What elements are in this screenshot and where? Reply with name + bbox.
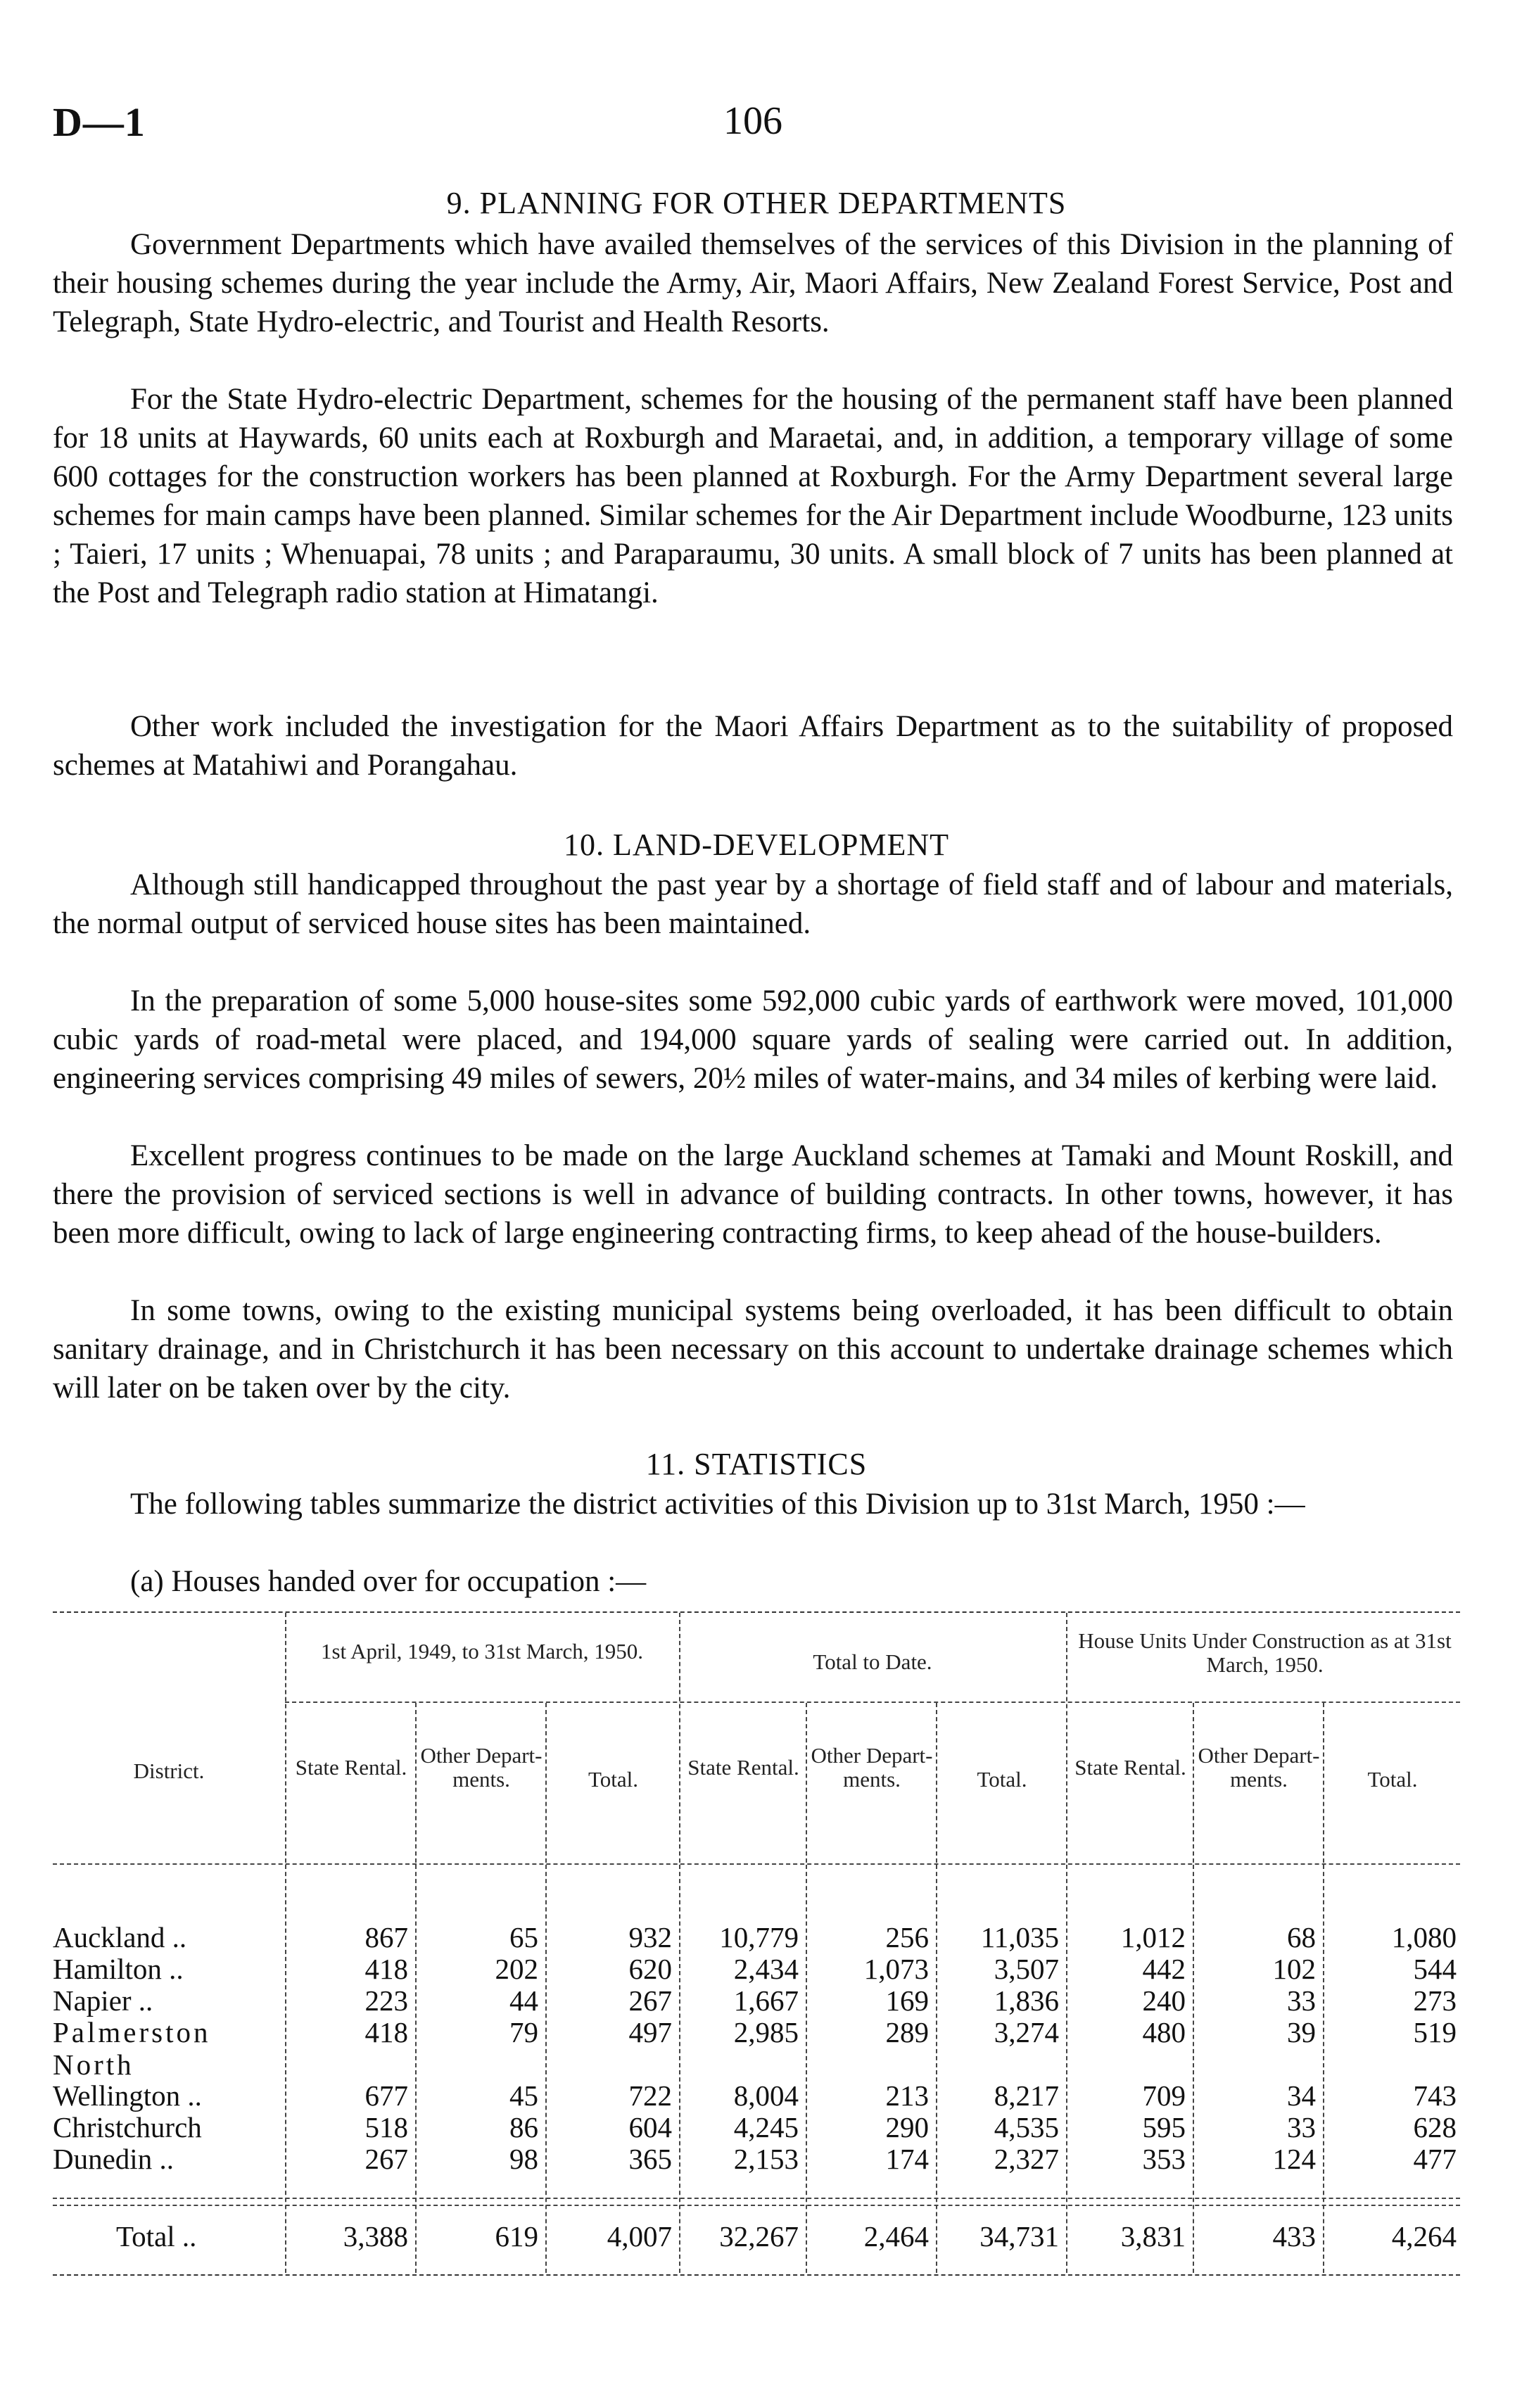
page-header: [53, 99, 1460, 155]
table-cell: 79: [509, 2016, 538, 2048]
table-cell: 289: [885, 2016, 929, 2048]
paragraph: In the preparation of some 5,000 house-sites some 592,000 cubic yards of earthwork were moved, 101,000 cubic yards of road-metal were placed, and 194,000 square yards of sealing were carried out. In addition, engineering services comprising 49 miles of sewers, 20½ miles of water-mains, and 34 miles of kerbing were laid.: [53, 984, 1453, 1095]
table-cell: 3,388: [343, 2220, 408, 2252]
table-cell: 518: [364, 2111, 408, 2143]
district-name: Palmerston North: [53, 2016, 211, 2081]
section-title-statistics: 11. STATISTICS: [645, 1447, 868, 1481]
table-cell: 519: [1413, 2016, 1457, 2048]
table-cell: 677: [364, 2079, 408, 2112]
table-cell: 433: [1272, 2220, 1316, 2252]
col-divider: [1323, 1703, 1324, 1863]
subheader-state-rental: State Rental.: [295, 1755, 407, 1780]
table-cell: 604: [628, 2111, 672, 2143]
page-number: 106: [723, 99, 782, 143]
group-header-year: 1st April, 1949, to 31st March, 1950.: [320, 1639, 644, 1664]
table-cell: 8,217: [994, 2079, 1059, 2112]
subheader-other-departments: Other Depart-ments.: [420, 1743, 543, 1792]
paragraph: (a) Houses handed over for occupation :—: [130, 1565, 647, 1598]
table-cell: 3,831: [1120, 2220, 1186, 2252]
table-cell: 11,035: [980, 1921, 1059, 1953]
table-cell: 290: [885, 2111, 929, 2143]
table-cell: 2,153: [733, 2143, 799, 2175]
table-cell: 45: [509, 2079, 538, 2112]
group-header-under-construction: House Units Under Construction as at 31st March, 1950.: [1078, 1628, 1452, 1677]
table-cell: 4,535: [994, 2111, 1059, 2143]
table-cell: 418: [364, 2016, 408, 2048]
table-cell: 4,264: [1391, 2220, 1457, 2252]
table-cell: 213: [885, 2079, 929, 2112]
total-top-rule: [53, 2198, 1460, 2199]
paragraph: Although still handicapped throughout the past year by a shortage of field staff and of labour and materials, the normal output of serviced house sites has been maintained.: [53, 868, 1453, 940]
table-cell: 365: [628, 2143, 672, 2175]
table-cell: 1,667: [733, 1984, 799, 2017]
col-divider: [1323, 1865, 1324, 2273]
table-cell: 477: [1413, 2143, 1457, 2175]
header-bottom-rule: [53, 1863, 1460, 1865]
table-cell: 544: [1413, 1953, 1457, 1985]
table-cell: 2,434: [733, 1953, 799, 1985]
paragraph: Excellent progress continues to be made on the large Auckland schemes at Tamaki and Mount Roskill, and there the provision of serviced sections is well in advance of building contracts. In other towns, however, it has been more difficult, owing to lack of large engineering contracting firms, to keep ahead of the house-builders.: [53, 1139, 1453, 1250]
table-cell: 709: [1142, 2079, 1186, 2112]
district-name: Christchurch: [53, 2111, 202, 2143]
table-cell: 98: [509, 2143, 538, 2175]
table-cell: 44: [509, 1984, 538, 2017]
col-divider: [285, 1613, 286, 1863]
table-cell: 418: [364, 1953, 408, 1985]
table-cell: 169: [885, 1984, 929, 2017]
table-cell: 480: [1142, 2016, 1186, 2048]
table-cell: 497: [628, 2016, 672, 2048]
district-name: Total ..: [116, 2220, 197, 2252]
table-cell: 1,836: [994, 1984, 1059, 2017]
table-cell: 202: [495, 1953, 538, 1985]
district-name: Wellington ..: [53, 2079, 202, 2112]
table-cell: 86: [509, 2111, 538, 2143]
group-underline: [285, 1702, 1460, 1703]
subheader-total: Total.: [977, 1767, 1027, 1792]
paragraph: In some towns, owing to the existing municipal systems being overloaded, it has been difficult to obtain sanitary drainage, and in Christchurch it has been necessary on this account to undertake drainage schemes which will later on be taken over by the city.: [53, 1294, 1453, 1405]
table-cell: 442: [1142, 1953, 1186, 1985]
table-cell: 3,274: [994, 2016, 1059, 2048]
table-cell: 2,327: [994, 2143, 1059, 2175]
table-cell: 595: [1142, 2111, 1186, 2143]
table-cell: 1,073: [863, 1953, 929, 1985]
table-cell: 223: [364, 1984, 408, 2017]
table-cell: 1,080: [1391, 1921, 1457, 1953]
table-cell: 353: [1142, 2143, 1186, 2175]
section-title-land-development: 10. LAND-DEVELOPMENT: [564, 828, 949, 862]
subheader-total: Total.: [1367, 1767, 1418, 1792]
table-cell: 102: [1272, 1953, 1316, 1985]
table-cell: 722: [628, 2079, 672, 2112]
col-divider: [545, 1703, 547, 1863]
district-header: District.: [133, 1759, 205, 1783]
subheader-state-rental: State Rental.: [687, 1755, 799, 1780]
report-code: D—1: [53, 99, 146, 145]
table-cell: 8,004: [733, 2079, 799, 2112]
col-divider: [806, 1703, 807, 1863]
col-divider: [1066, 1613, 1067, 1863]
table-cell: 620: [628, 1953, 672, 1985]
table-cell: 267: [628, 1984, 672, 2017]
table-bottom-rule: [53, 2274, 1460, 2276]
paragraph: Government Departments which have availed themselves of the services of this Division in the planning of their housing schemes during the year include the Army, Air, Maori Affairs, New Zealand Forest Service, Post and Telegraph, State Hydro-electric, and Tourist and Health Resorts.: [53, 228, 1453, 338]
table-cell: 1,012: [1120, 1921, 1186, 1953]
table-cell: 3,507: [994, 1953, 1059, 1985]
subheader-other-departments: Other Depart-ments.: [811, 1743, 933, 1792]
table-cell: 34,731: [979, 2220, 1059, 2252]
table-cell: 2,985: [733, 2016, 799, 2048]
table-cell: 124: [1272, 2143, 1316, 2175]
section-title-planning: 9. PLANNING FOR OTHER DEPARTMENTS: [446, 186, 1067, 220]
paragraph: The following tables summarize the district activities of this Division up to 31st March, 1950 :—: [130, 1488, 1305, 1521]
table-top-rule: [53, 1611, 1460, 1613]
table-cell: 240: [1142, 1984, 1186, 2017]
table-cell: 39: [1287, 2016, 1316, 2048]
table-cell: 867: [364, 1921, 408, 1953]
district-name: Napier ..: [53, 1984, 153, 2017]
group-header-to-date: Total to Date.: [813, 1649, 932, 1674]
total-top-rule-double: [53, 2205, 1460, 2206]
table-cell: 4,007: [607, 2220, 672, 2252]
col-divider: [1193, 1703, 1194, 1863]
district-name: Auckland ..: [53, 1921, 187, 1953]
table-cell: 32,267: [719, 2220, 799, 2252]
table-cell: 273: [1413, 1984, 1457, 2017]
subheader-other-departments: Other Depart-ments.: [1198, 1743, 1320, 1792]
table-cell: 33: [1287, 1984, 1316, 2017]
subheader-total: Total.: [588, 1767, 638, 1792]
table-cell: 34: [1287, 2079, 1316, 2112]
table-cell: 267: [364, 2143, 408, 2175]
col-divider: [936, 1703, 937, 1863]
subheader-state-rental: State Rental.: [1074, 1755, 1186, 1780]
table-cell: 10,779: [719, 1921, 799, 1953]
table-cell: 2,464: [863, 2220, 929, 2252]
table-cell: 68: [1287, 1921, 1316, 1953]
table-cell: 174: [885, 2143, 929, 2175]
table-cell: 628: [1413, 2111, 1457, 2143]
col-divider: [679, 1613, 680, 1863]
table-cell: 33: [1287, 2111, 1316, 2143]
paragraph: Other work included the investigation for the Maori Affairs Department as to the suitability of proposed schemes at Matahiwi and Porangahau.: [53, 710, 1453, 782]
table-cell: 65: [509, 1921, 538, 1953]
table-cell: 932: [628, 1921, 672, 1953]
table-cell: 4,245: [733, 2111, 799, 2143]
table-cell: 256: [885, 1921, 929, 1953]
table-cell: 619: [495, 2220, 538, 2252]
paragraph: For the State Hydro-electric Department, schemes for the housing of the permanent staff have been planned for 18 units at Haywards, 60 units each at Roxburgh and Maraetai, and, in addition, a temporary village of some 600 cottages for the construction workers has been planned at Roxburgh. For the Army Department several large schemes for main camps have been planned. Similar schemes for the Air Department include Woodburne, 123 units ; Taieri, 17 units ; Whenuapai, 78 units ; and Paraparaumu, 30 units. A small block of 7 units has been planned at the Post and Telegraph radio station at Himatangi.: [53, 383, 1453, 609]
table-cell: 743: [1413, 2079, 1457, 2112]
district-name: Hamilton ..: [53, 1953, 184, 1985]
col-divider: [415, 1703, 417, 1863]
district-name: Dunedin ..: [53, 2143, 174, 2175]
col-divider: [545, 1865, 547, 2273]
